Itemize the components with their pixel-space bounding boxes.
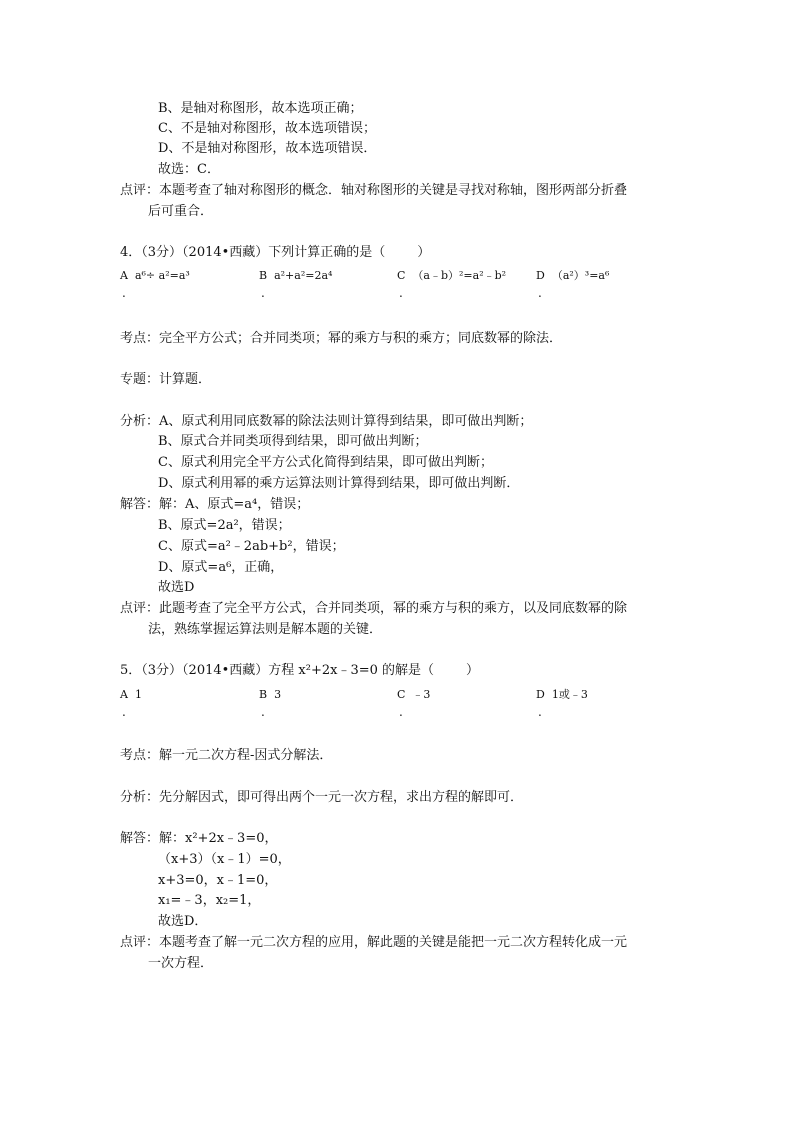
q5-comment-text-1: 本题考查了解一元二次方程的应用，解此题的关键是能把一元二次方程转化成一元 bbox=[159, 935, 628, 950]
q4-option-c[interactable] bbox=[397, 266, 506, 286]
q5-option-d[interactable] bbox=[536, 685, 588, 705]
q4-option-c-text: （a﹣b）²=a²﹣b² bbox=[412, 269, 507, 282]
q4-option-d-text: （a²）³=a⁶ bbox=[551, 269, 610, 282]
q4-option-b-letter: B bbox=[259, 269, 268, 282]
q5-option-a-letter: A bbox=[120, 688, 128, 701]
q5-option-d-text: 1或﹣3 bbox=[551, 688, 588, 701]
q3-option-c-explanation: C、不是轴对称图形，故本选项错误； bbox=[158, 121, 376, 136]
q4-stem bbox=[120, 243, 430, 263]
q4-option-b-dot: . bbox=[261, 286, 265, 300]
q5-solution-line-2: （x+3）（x﹣1）=0， bbox=[158, 852, 291, 867]
q3-comment-label: 点评： bbox=[120, 183, 160, 198]
q4-analysis-line-3: C、原式利用完全平方公式化简得到结果，即可做出判断； bbox=[158, 455, 493, 470]
q5-option-a-text: 1 bbox=[134, 688, 142, 701]
q4-option-a-dot: . bbox=[122, 286, 126, 300]
q3-comment bbox=[120, 181, 627, 201]
q5-solution-line-1: 解：x²+2x﹣3=0， bbox=[159, 831, 278, 846]
q5-solution bbox=[120, 829, 278, 849]
q4-kaodian: 考点：完全平方公式；合并同类项；幂的乘方与积的乘方；同底数幂的除法． bbox=[120, 331, 563, 346]
q5-option-c-dot: . bbox=[399, 705, 403, 719]
q4-solution-line-5: 故选D bbox=[158, 580, 195, 595]
q5-option-d-letter: D bbox=[536, 688, 545, 701]
q4-comment bbox=[120, 599, 627, 619]
q4-solution bbox=[120, 495, 309, 515]
q4-comment-label: 点评： bbox=[120, 601, 160, 616]
q4-option-a-letter: A bbox=[120, 269, 128, 282]
q4-analysis-label: 分析： bbox=[120, 414, 160, 429]
q5-option-a-dot: . bbox=[122, 705, 126, 719]
q4-option-c-letter: C bbox=[397, 269, 406, 282]
q3-comment-text-1: 本题考查了轴对称图形的概念．轴对称图形的关键是寻找对称轴，图形两部分折叠 bbox=[159, 183, 628, 198]
q4-zhuanti: 专题：计算题． bbox=[120, 372, 212, 387]
q4-option-b-text: a²+a²=2a⁴ bbox=[274, 269, 333, 282]
q5-comment-label: 点评： bbox=[120, 935, 160, 950]
q3-answer: 故选：C． bbox=[158, 162, 220, 177]
q5-option-b-letter: B bbox=[259, 688, 268, 701]
q4-option-d[interactable] bbox=[536, 266, 609, 286]
q5-solution-label: 解答： bbox=[120, 831, 160, 846]
q4-stem-prefix: 4．（3分）（2014•西藏）下列计算正确的是（ bbox=[120, 245, 386, 260]
q5-option-b-text: 3 bbox=[274, 688, 282, 701]
q4-solution-label: 解答： bbox=[120, 497, 160, 512]
q4-analysis bbox=[120, 412, 532, 432]
q5-option-c-letter: C bbox=[397, 688, 406, 701]
q4-comment-text-2: 法，熟练掌握运算法则是解本题的关键． bbox=[148, 622, 383, 637]
q4-solution-line-3: C、原式=a²﹣2ab+b²，错误； bbox=[158, 539, 345, 554]
q4-comment-text-1: 此题考查了完全平方公式，合并同类项，幂的乘方与积的乘方，以及同底数幂的除 bbox=[159, 601, 628, 616]
q5-option-c-text: ﹣3 bbox=[412, 688, 431, 701]
q4-solution-line-2: B、原式=2a²，错误； bbox=[158, 518, 291, 533]
q4-solution-line-1: 解：A、原式=a⁴，错误； bbox=[159, 497, 310, 512]
q5-solution-line-3: x+3=0，x﹣1=0， bbox=[158, 873, 278, 888]
q4-option-d-letter: D bbox=[536, 269, 545, 282]
q5-option-d-dot: . bbox=[538, 705, 542, 719]
q4-analysis-line-2: B、原式合并同类项得到结果，即可做出判断； bbox=[158, 434, 428, 449]
q5-comment bbox=[120, 933, 627, 953]
q4-option-a[interactable] bbox=[120, 266, 190, 286]
q5-solution-line-4: x₁=﹣3，x₂=1， bbox=[158, 893, 261, 908]
q3-comment-text-2: 后可重合． bbox=[148, 204, 214, 219]
q4-stem-suffix: ） bbox=[417, 245, 431, 260]
q5-option-b-dot: . bbox=[261, 705, 265, 719]
q4-option-a-text: a⁶÷ a²=a³ bbox=[134, 269, 190, 282]
q4-option-b[interactable] bbox=[259, 266, 332, 286]
q4-analysis-line-1: A、原式利用同底数幂的除法法则计算得到结果，即可做出判断； bbox=[159, 414, 533, 429]
q5-analysis: 分析：先分解因式，即可得出两个一元一次方程，求出方程的解即可． bbox=[120, 790, 524, 805]
q5-solution-line-5: 故选D． bbox=[158, 914, 208, 929]
q5-comment-text-2: 一次方程． bbox=[148, 956, 214, 971]
q3-option-d-explanation: D、不是轴对称图形，故本选项错误． bbox=[158, 141, 377, 156]
q5-stem bbox=[120, 661, 479, 681]
q4-solution-line-4: D、原式=a⁶，正确， bbox=[158, 560, 284, 575]
q4-analysis-line-4: D、原式利用幂的乘方运算法则计算得到结果，即可做出判断． bbox=[158, 476, 520, 491]
q4-option-d-dot: . bbox=[538, 286, 542, 300]
q5-stem-prefix: 5．（3分）（2014•西藏）方程 x²+2x﹣3=0 的解是（ bbox=[120, 663, 435, 678]
q3-option-b-explanation: B、是轴对称图形，故本选项正确； bbox=[158, 101, 363, 116]
q4-option-c-dot: . bbox=[399, 286, 403, 300]
q5-kaodian: 考点：解一元二次方程-因式分解法． bbox=[120, 748, 333, 763]
q5-stem-suffix: ） bbox=[466, 663, 480, 678]
